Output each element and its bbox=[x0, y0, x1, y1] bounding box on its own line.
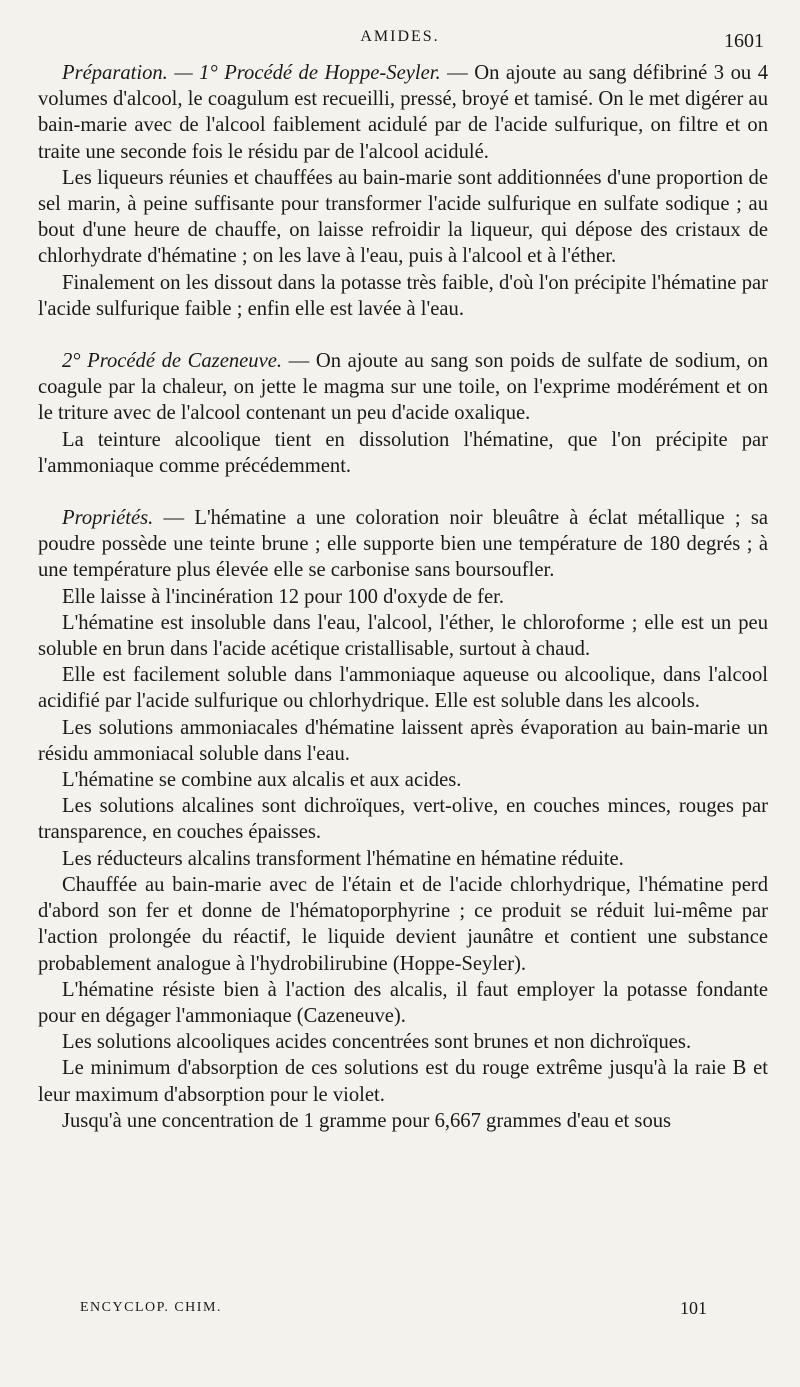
paragraph: L'hématine est insoluble dans l'eau, l'alcool, l'éther, le chloroforme ; elle est un peu soluble en brun dans l'acide acétique cristallisable, surtout à chaud. bbox=[38, 611, 768, 661]
paragraph-preparation-cazeneuve bbox=[38, 348, 768, 427]
paragraph: Les solutions ammoniacales d'hématine laissent après évaporation au bain-marie un résidu ammoniacal soluble dans l'eau. bbox=[38, 716, 768, 765]
section-label: 2° Procédé de Cazeneuve. bbox=[62, 350, 282, 373]
page-number: 1601 bbox=[724, 30, 764, 52]
paragraph-text: — On ajoute au sang son poids de sulfate de sodium, on coagule par la chaleur, on jette le magma sur une toile, on l'exprime modérément et on le triture avec de l'alcool contenant un peu d'acide oxalique. bbox=[38, 350, 768, 425]
section-label: Propriétés. bbox=[62, 507, 154, 530]
paragraph-preparation-hoppe-seyler bbox=[38, 60, 768, 165]
paragraph-text: — On ajoute au sang défibriné 3 ou 4 volumes d'alcool, le coagulum est recueilli, pressé, broyé et tamisé. On le met digérer au bain-marie avec de l'alcool faiblement acidulé par de l'acide sulfurique, on filtre et on traite une seconde fois le résidu par de l'alcool acidulé. bbox=[38, 62, 768, 163]
signature-mark: ENCYCLOP. CHIM. bbox=[80, 1300, 222, 1315]
paragraph: La teinture alcoolique tient en dissolution l'hématine, que l'on précipite par l'ammoniaque comme précédemment. bbox=[38, 428, 768, 477]
page-body bbox=[38, 60, 768, 1134]
paragraph: Chauffée au bain-marie avec de l'étain et de l'acide chlorhydrique, l'hématine perd d'abord son fer et donne de l'hématoporphyrine ; ce produit se réduit lui-même par l'action prolongée du réactif, le liquide devient jaunâtre et contient une substance probablement analogue à l'hydrobilirubine (Hoppe-Seyler). bbox=[38, 873, 768, 975]
section-label: Préparation. — 1° Procédé de Hoppe-Seyler. bbox=[62, 62, 441, 84]
paragraph: Finalement on les dissout dans la potasse très faible, d'où l'on précipite l'hématine par l'acide sulfurique faible ; enfin elle est lavée à l'eau. bbox=[38, 271, 768, 320]
running-title: AMIDES. bbox=[360, 28, 440, 45]
paragraph: L'hématine résiste bien à l'action des alcalis, il faut employer la potasse fondante pour en dégager l'ammoniaque (Cazeneuve). bbox=[38, 978, 768, 1027]
paragraph: Les liqueurs réunies et chauffées au bain-marie sont additionnées d'une proportion de sel marin, à peine suffisante pour transformer l'acide sulfurique en sulfate sodique ; au bout d'une heure de chauffe, on laisse refroidir la liqueur, qui dépose des cristaux de chlorhydrate d'hématine ; on les lave à l'eau, puis à l'alcool et à l'éther. bbox=[38, 166, 768, 268]
page-footer bbox=[0, 1296, 800, 1326]
paragraph: Les réducteurs alcalins transforment l'hématine en hématine réduite. bbox=[62, 847, 624, 870]
paragraph: Elle est facilement soluble dans l'ammoniaque aqueuse ou alcoolique, dans l'alcool acidifié par l'acide sulfurique ou chlorhydrique. Elle est soluble dans les alcools. bbox=[38, 664, 768, 713]
paragraph: Les solutions alcalines sont dichroïques, vert-olive, en couches minces, rouges par transparence, en couches épaisses. bbox=[38, 795, 768, 844]
paragraph: L'hématine se combine aux alcalis et aux acides. bbox=[62, 769, 462, 792]
paragraph: Le minimum d'absorption de ces solutions est du rouge extrême jusqu'à la raie B et leur maximum d'absorption pour le violet. bbox=[38, 1057, 768, 1106]
paragraph: Les solutions alcooliques acides concentrées sont brunes et non dichroïques. bbox=[62, 1031, 692, 1054]
paragraph: Elle laisse à l'incinération 12 pour 100 d'oxyde de fer. bbox=[62, 585, 505, 608]
paragraph: Jusqu'à une concentration de 1 gramme pour 6,667 grammes d'eau et sous bbox=[62, 1109, 672, 1132]
paragraph-text: — L'hématine a une coloration noir bleuâtre à éclat métallique ; sa poudre possède une teinte brune ; elle supporte bien une température de 180 degrés ; à une température plus élevée elle se carbonise sans boursoufler. bbox=[38, 507, 768, 582]
page-header bbox=[0, 22, 800, 52]
paragraph-proprietes bbox=[38, 505, 768, 584]
sheet-number: 101 bbox=[680, 1298, 707, 1318]
